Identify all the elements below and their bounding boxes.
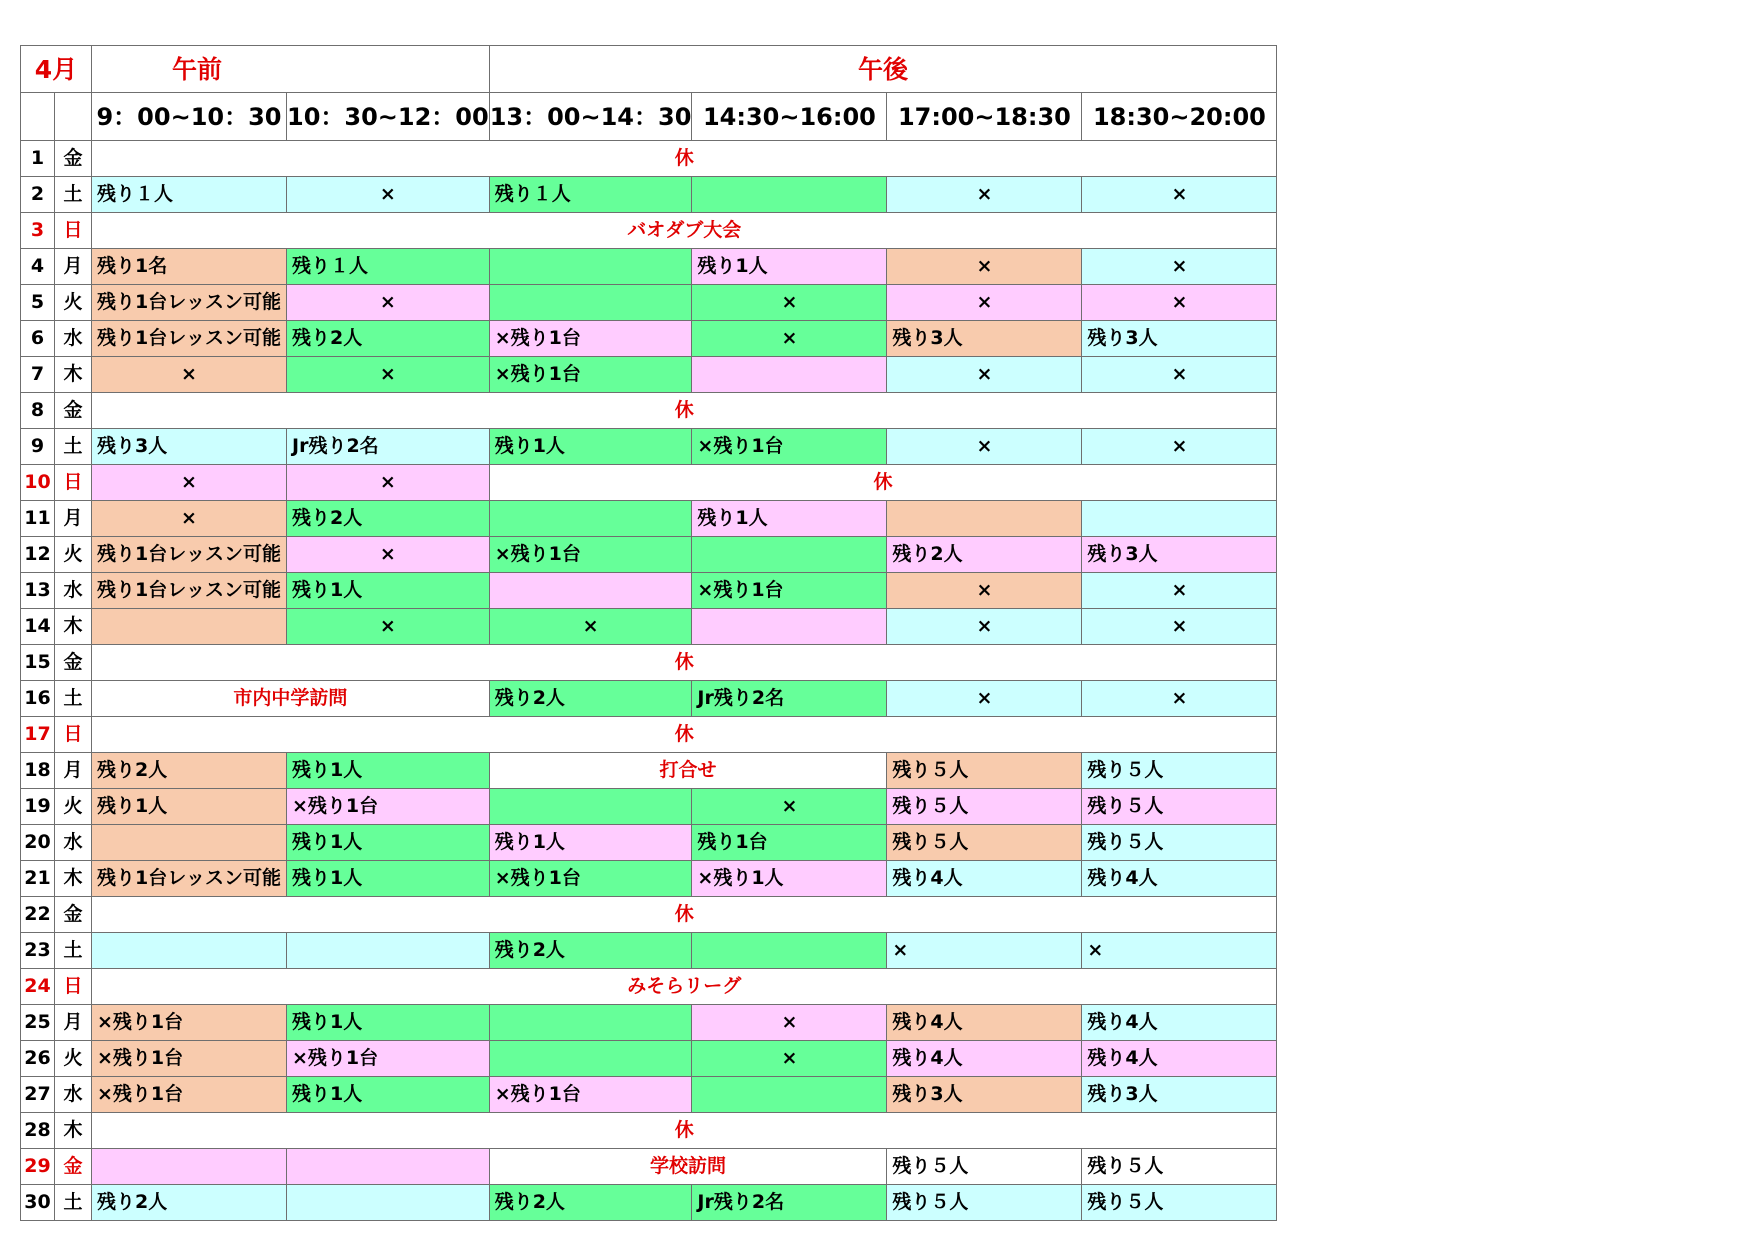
slot-cell: 残り５人 — [1082, 825, 1277, 861]
slot-cell: × — [92, 501, 287, 537]
weekday: 水 — [55, 321, 92, 357]
empty-slot-cell — [92, 1149, 287, 1185]
event-cell: 打合せ — [489, 753, 887, 789]
weekday: 金 — [55, 897, 92, 933]
event-cell: 休 — [92, 141, 1277, 177]
slot-cell: 残り3人 — [1082, 1077, 1277, 1113]
empty-slot-cell — [92, 933, 287, 969]
slot-cell: ×残り1台 — [489, 1077, 692, 1113]
weekday: 木 — [55, 1113, 92, 1149]
slot-cell: ×残り1人 — [692, 861, 887, 897]
weekday: 金 — [55, 645, 92, 681]
slot-cell: 残り1人 — [287, 753, 490, 789]
slot-cell: 残り１人 — [287, 249, 490, 285]
day-number: 12 — [21, 537, 55, 573]
empty-slot-cell — [287, 1149, 490, 1185]
event-cell: バオダブ大会 — [92, 213, 1277, 249]
slot-cell: × — [287, 465, 490, 501]
slot-cell: 残り５人 — [887, 1185, 1082, 1221]
slot-cell: 残り2人 — [287, 321, 490, 357]
slot-cell: 残り５人 — [1082, 1185, 1277, 1221]
weekday: 月 — [55, 501, 92, 537]
month-label: 4月 — [21, 46, 92, 93]
day-row — [21, 249, 1277, 285]
weekday: 水 — [55, 1077, 92, 1113]
day-number: 22 — [21, 897, 55, 933]
slot-cell: 残り1人 — [692, 501, 887, 537]
weekday: 金 — [55, 393, 92, 429]
slot-cell: × — [287, 285, 490, 321]
blank-header-cell — [21, 93, 55, 141]
day-row — [21, 429, 1277, 465]
slot-cell: 残り1名 — [92, 249, 287, 285]
event-cell: 休 — [92, 393, 1277, 429]
slot-cell: ×残り1台 — [287, 789, 490, 825]
weekday: 火 — [55, 537, 92, 573]
weekday: 月 — [55, 1005, 92, 1041]
slot-cell: ×残り1台 — [92, 1077, 287, 1113]
title-row — [21, 46, 1277, 93]
slot-cell: 残り５人 — [1082, 753, 1277, 789]
slot-cell: × — [887, 573, 1082, 609]
day-number: 8 — [21, 393, 55, 429]
event-cell: 休 — [92, 645, 1277, 681]
slot-cell: 残り1人 — [489, 825, 692, 861]
slot-cell: × — [1082, 177, 1277, 213]
day-row — [21, 465, 1277, 501]
slot-cell: × — [489, 609, 692, 645]
slot-cell: 残り５人 — [887, 1149, 1082, 1185]
day-row — [21, 501, 1277, 537]
empty-slot-cell — [692, 537, 887, 573]
blank-header-cell — [55, 93, 92, 141]
slot-cell: × — [692, 1041, 887, 1077]
day-row — [21, 681, 1277, 717]
weekday: 木 — [55, 357, 92, 393]
slot-cell: × — [887, 285, 1082, 321]
slot-cell: 残り1人 — [92, 789, 287, 825]
day-row — [21, 1185, 1277, 1221]
empty-slot-cell — [489, 1005, 692, 1041]
day-row — [21, 609, 1277, 645]
empty-slot-cell — [287, 1185, 490, 1221]
empty-slot-cell — [887, 501, 1082, 537]
slot-cell: 残り2人 — [887, 537, 1082, 573]
slot-cell: 残り3人 — [887, 1077, 1082, 1113]
slot-cell: × — [887, 177, 1082, 213]
morning-label: 午前 — [92, 46, 490, 93]
slot-cell: 残り５人 — [887, 825, 1082, 861]
slot-cell: × — [887, 357, 1082, 393]
slot-cell: 残り1台レッスン可能 — [92, 285, 287, 321]
slot-cell: 残り５人 — [1082, 789, 1277, 825]
weekday: 土 — [55, 429, 92, 465]
slot-cell: Jr残り2名 — [692, 681, 887, 717]
day-row — [21, 861, 1277, 897]
slot-cell: 残り1人 — [692, 249, 887, 285]
day-number: 1 — [21, 141, 55, 177]
day-row — [21, 825, 1277, 861]
day-number: 25 — [21, 1005, 55, 1041]
weekday: 木 — [55, 861, 92, 897]
empty-slot-cell — [92, 609, 287, 645]
slot-cell: × — [1082, 609, 1277, 645]
slot-cell: ×残り1台 — [489, 537, 692, 573]
slot-cell: ×残り1台 — [92, 1041, 287, 1077]
empty-slot-cell — [489, 249, 692, 285]
slot-cell: 残り2人 — [92, 753, 287, 789]
weekday: 日 — [55, 213, 92, 249]
slot-cell: 残り1台 — [692, 825, 887, 861]
slot-cell: × — [887, 429, 1082, 465]
slot-cell: 残り1人 — [287, 573, 490, 609]
day-number: 29 — [21, 1149, 55, 1185]
slot-cell: 残り1人 — [287, 1005, 490, 1041]
event-cell: みそらリーグ — [92, 969, 1277, 1005]
slot-cell: × — [1082, 573, 1277, 609]
day-number: 30 — [21, 1185, 55, 1221]
day-row — [21, 1077, 1277, 1113]
slot-cell: × — [287, 609, 490, 645]
weekday: 土 — [55, 681, 92, 717]
day-row — [21, 753, 1277, 789]
event-cell: 休 — [92, 717, 1277, 753]
time-slot-header: 18:30~20:00 — [1082, 93, 1277, 141]
slot-cell: × — [1082, 357, 1277, 393]
slot-cell: × — [887, 249, 1082, 285]
slot-cell: × — [287, 177, 490, 213]
slot-cell: × — [887, 933, 1082, 969]
slot-cell: × — [92, 465, 287, 501]
day-number: 18 — [21, 753, 55, 789]
slot-cell: 残り1人 — [287, 861, 490, 897]
weekday: 土 — [55, 933, 92, 969]
time-slot-header: 10：30~12：00 — [287, 93, 490, 141]
slot-cell: × — [1082, 681, 1277, 717]
weekday: 日 — [55, 465, 92, 501]
event-cell: 休 — [92, 1113, 1277, 1149]
day-row — [21, 1113, 1277, 1149]
weekday: 火 — [55, 789, 92, 825]
slot-cell: 残り3人 — [887, 321, 1082, 357]
slot-cell: × — [287, 357, 490, 393]
slot-cell: 残り4人 — [887, 1041, 1082, 1077]
empty-slot-cell — [692, 933, 887, 969]
empty-slot-cell — [489, 1041, 692, 1077]
time-slot-header: 14:30~16:00 — [692, 93, 887, 141]
slot-cell: 残り4人 — [1082, 861, 1277, 897]
slot-cell: 残り1台レッスン可能 — [92, 537, 287, 573]
slot-cell: 残り1人 — [287, 1077, 490, 1113]
empty-slot-cell — [692, 1077, 887, 1113]
day-number: 17 — [21, 717, 55, 753]
day-row — [21, 1149, 1277, 1185]
day-number: 24 — [21, 969, 55, 1005]
weekday: 水 — [55, 825, 92, 861]
empty-slot-cell — [489, 789, 692, 825]
time-slot-header: 13：00~14：30 — [489, 93, 692, 141]
slot-cell: 残り1台レッスン可能 — [92, 321, 287, 357]
slot-cell: ×残り1台 — [489, 357, 692, 393]
time-slot-header: 9：00~10：30 — [92, 93, 287, 141]
day-number: 21 — [21, 861, 55, 897]
day-row — [21, 573, 1277, 609]
day-number: 2 — [21, 177, 55, 213]
slot-cell: 残り５人 — [887, 789, 1082, 825]
slot-cell: × — [1082, 285, 1277, 321]
empty-slot-cell — [489, 285, 692, 321]
day-number: 7 — [21, 357, 55, 393]
time-slot-header: 17:00~18:30 — [887, 93, 1082, 141]
day-row — [21, 1005, 1277, 1041]
slot-cell: ×残り1台 — [489, 321, 692, 357]
day-row — [21, 933, 1277, 969]
slot-cell: 残り3人 — [92, 429, 287, 465]
empty-slot-cell — [692, 609, 887, 645]
slot-cell: 残り1人 — [489, 429, 692, 465]
slot-cell: × — [692, 285, 887, 321]
day-row — [21, 789, 1277, 825]
slot-cell: 残り2人 — [92, 1185, 287, 1221]
weekday: 木 — [55, 609, 92, 645]
day-row — [21, 141, 1277, 177]
slot-cell: 残り2人 — [489, 1185, 692, 1221]
slot-cell: 残り4人 — [887, 861, 1082, 897]
slot-cell: 残り4人 — [887, 1005, 1082, 1041]
slot-cell: ×残り1台 — [92, 1005, 287, 1041]
empty-slot-cell — [287, 933, 490, 969]
slot-cell: ×残り1台 — [692, 573, 887, 609]
day-number: 13 — [21, 573, 55, 609]
slot-cell: ×残り1台 — [692, 429, 887, 465]
slot-cell: 残り５人 — [1082, 1149, 1277, 1185]
day-number: 19 — [21, 789, 55, 825]
day-number: 27 — [21, 1077, 55, 1113]
event-cell: 休 — [489, 465, 1277, 501]
day-number: 3 — [21, 213, 55, 249]
slot-cell: 残り1台レッスン可能 — [92, 573, 287, 609]
day-row — [21, 969, 1277, 1005]
slot-cell: Jr残り2名 — [287, 429, 490, 465]
day-number: 23 — [21, 933, 55, 969]
slot-cell: 残り１人 — [489, 177, 692, 213]
day-row — [21, 393, 1277, 429]
slot-cell: 残り2人 — [489, 681, 692, 717]
slot-cell: 残り3人 — [1082, 321, 1277, 357]
weekday: 火 — [55, 1041, 92, 1077]
weekday: 月 — [55, 249, 92, 285]
slot-cell: ×残り1台 — [489, 861, 692, 897]
day-row — [21, 645, 1277, 681]
day-row — [21, 177, 1277, 213]
day-row — [21, 1041, 1277, 1077]
day-number: 26 — [21, 1041, 55, 1077]
day-number: 10 — [21, 465, 55, 501]
slot-cell: 残り2人 — [287, 501, 490, 537]
schedule-table — [20, 45, 1277, 1221]
event-cell: 休 — [92, 897, 1277, 933]
empty-slot-cell — [692, 177, 887, 213]
weekday: 月 — [55, 753, 92, 789]
day-row — [21, 897, 1277, 933]
day-number: 5 — [21, 285, 55, 321]
slot-cell: 残り2人 — [489, 933, 692, 969]
slot-cell: 残り５人 — [887, 753, 1082, 789]
slot-cell: × — [692, 1005, 887, 1041]
slot-cell: × — [887, 681, 1082, 717]
day-row — [21, 357, 1277, 393]
day-number: 28 — [21, 1113, 55, 1149]
event-cell: 市内中学訪問 — [92, 681, 490, 717]
day-row — [21, 321, 1277, 357]
slot-cell: × — [887, 609, 1082, 645]
weekday: 水 — [55, 573, 92, 609]
day-row — [21, 285, 1277, 321]
event-cell: 学校訪問 — [489, 1149, 887, 1185]
slot-cell: × — [692, 321, 887, 357]
slot-cell: 残り3人 — [1082, 537, 1277, 573]
day-row — [21, 537, 1277, 573]
slot-cell: × — [692, 789, 887, 825]
empty-slot-cell — [92, 825, 287, 861]
empty-slot-cell — [692, 357, 887, 393]
day-row — [21, 213, 1277, 249]
slot-cell: × — [287, 537, 490, 573]
afternoon-label: 午後 — [489, 46, 1277, 93]
weekday: 金 — [55, 141, 92, 177]
slot-cell: ×残り1台 — [287, 1041, 490, 1077]
weekday: 火 — [55, 285, 92, 321]
empty-slot-cell — [489, 573, 692, 609]
slot-cell: 残り１人 — [92, 177, 287, 213]
slot-cell: × — [1082, 249, 1277, 285]
weekday: 土 — [55, 1185, 92, 1221]
time-header-row — [21, 93, 1277, 141]
empty-slot-cell — [1082, 501, 1277, 537]
slot-cell: × — [92, 357, 287, 393]
day-number: 6 — [21, 321, 55, 357]
weekday: 日 — [55, 969, 92, 1005]
slot-cell: 残り4人 — [1082, 1041, 1277, 1077]
day-number: 20 — [21, 825, 55, 861]
slot-cell: 残り1台レッスン可能 — [92, 861, 287, 897]
day-number: 11 — [21, 501, 55, 537]
empty-slot-cell — [489, 501, 692, 537]
slot-cell: Jr残り2名 — [692, 1185, 887, 1221]
weekday: 金 — [55, 1149, 92, 1185]
day-number: 16 — [21, 681, 55, 717]
slot-cell: × — [1082, 933, 1277, 969]
day-number: 9 — [21, 429, 55, 465]
day-row — [21, 717, 1277, 753]
day-number: 15 — [21, 645, 55, 681]
weekday: 日 — [55, 717, 92, 753]
day-number: 14 — [21, 609, 55, 645]
day-number: 4 — [21, 249, 55, 285]
slot-cell: × — [1082, 429, 1277, 465]
slot-cell: 残り1人 — [287, 825, 490, 861]
weekday: 土 — [55, 177, 92, 213]
slot-cell: 残り4人 — [1082, 1005, 1277, 1041]
